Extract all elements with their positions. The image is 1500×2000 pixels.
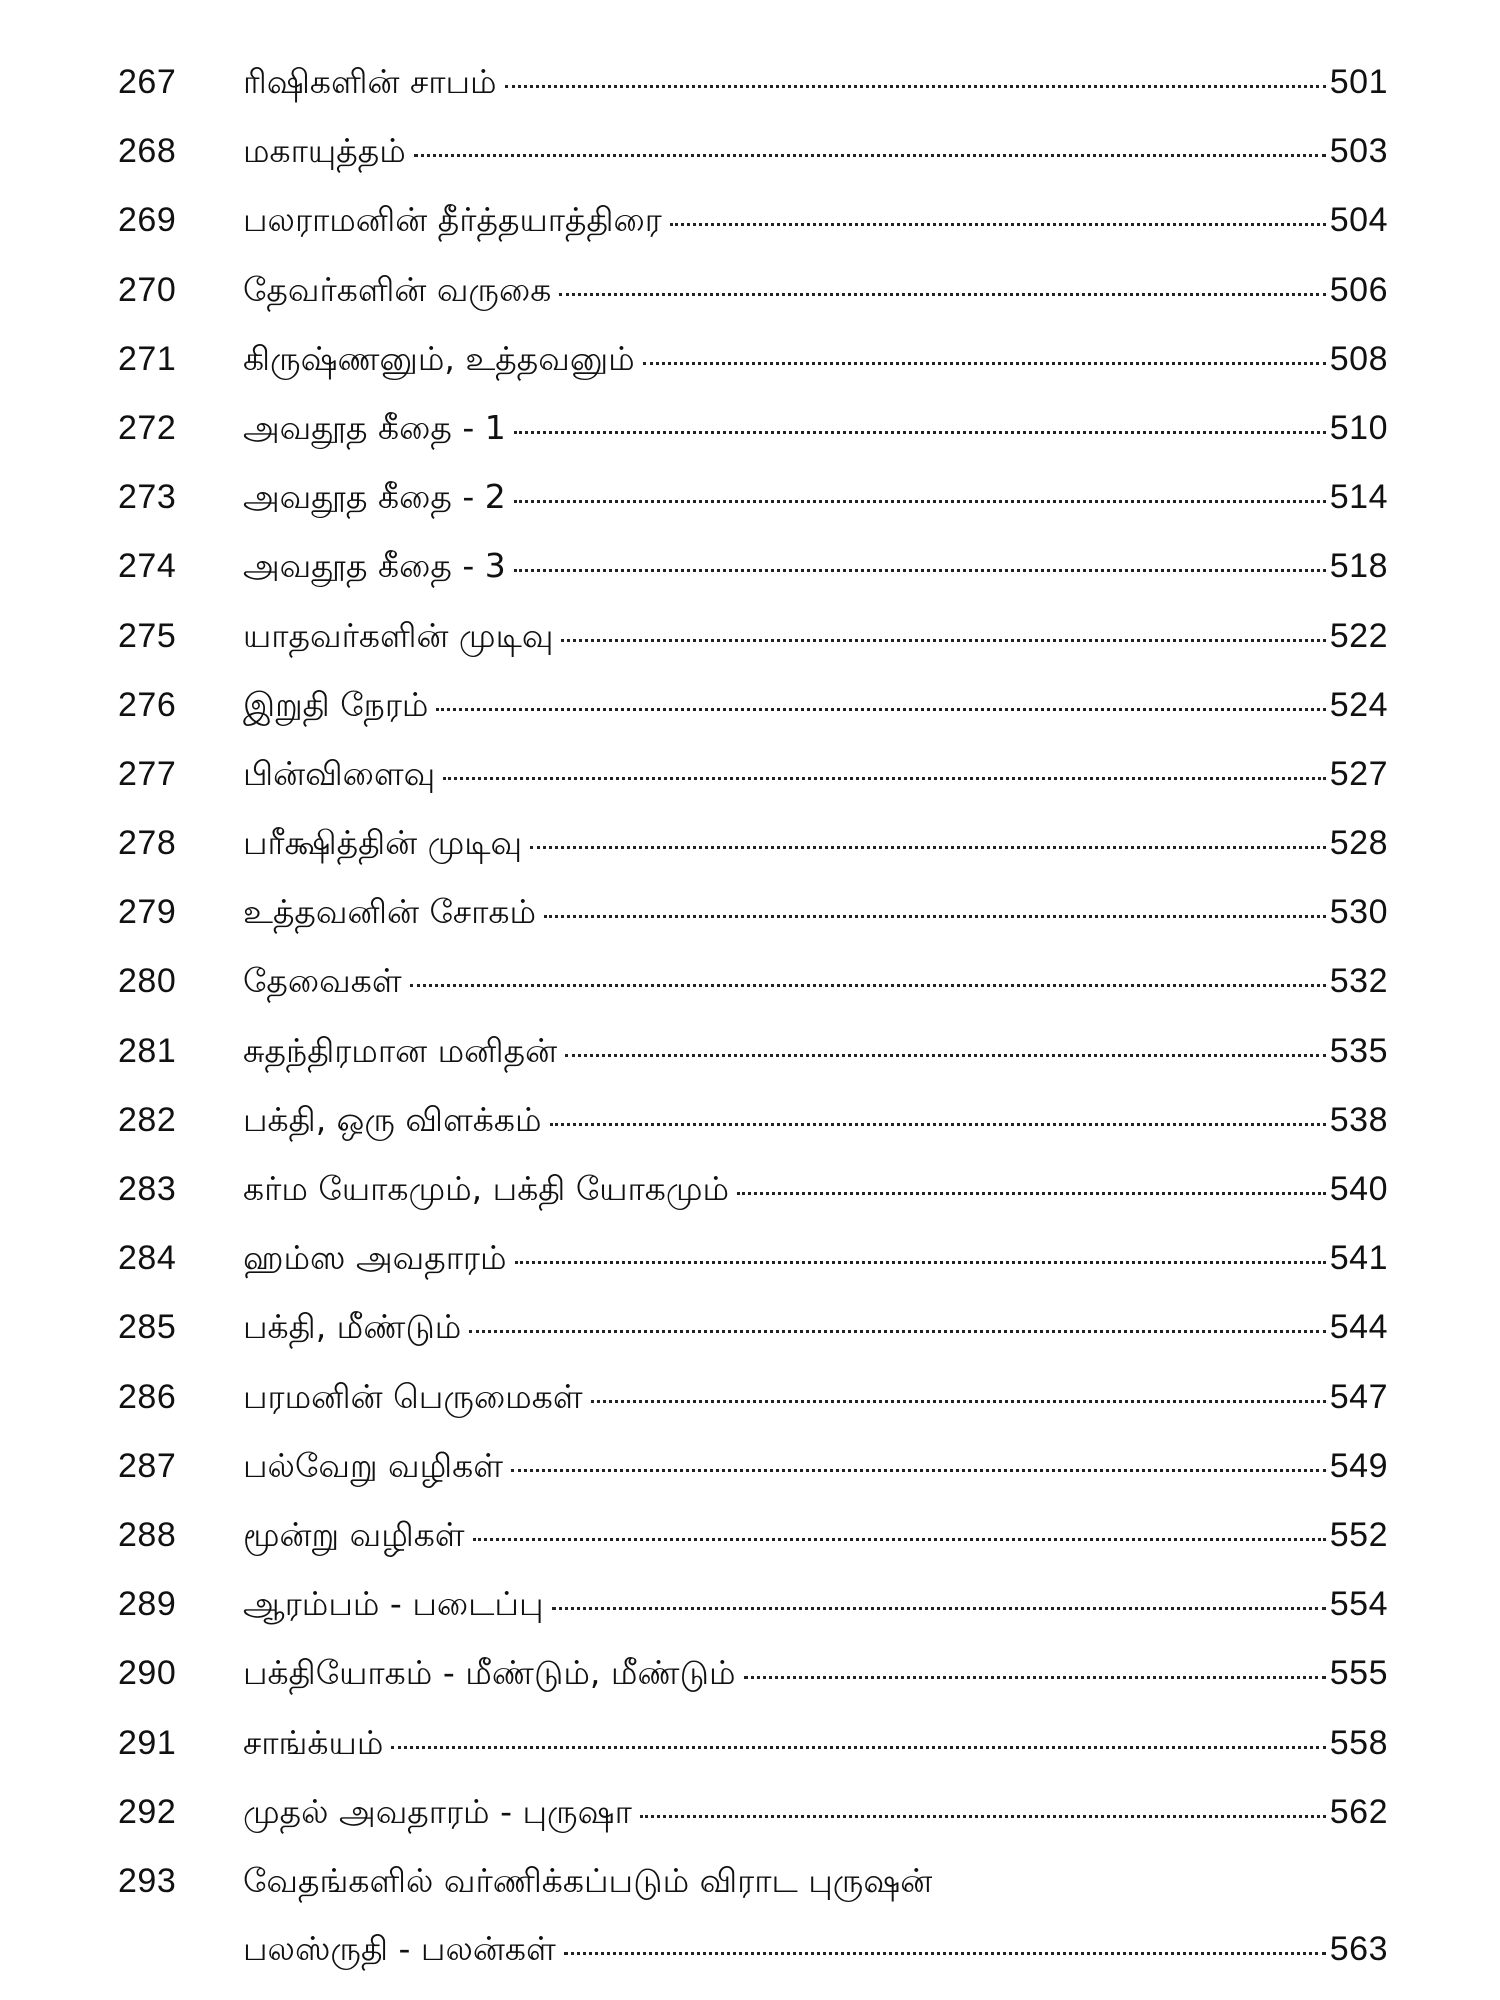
- entry-page-number: 504: [1329, 201, 1388, 240]
- entry-title: இறுதி நேரம்: [243, 684, 429, 724]
- toc-entry: [118, 1169, 1388, 1238]
- entry-title: சுதந்திரமான மனிதன்: [243, 1030, 558, 1070]
- dot-leader: [514, 500, 1326, 503]
- entry-title: பலராமனின் தீர்த்தயாத்திரை: [243, 200, 662, 240]
- toc-entry: [118, 477, 1388, 546]
- entry-number: 280: [118, 962, 177, 1001]
- entry-page-number: 510: [1329, 408, 1388, 447]
- entry-title: அவதூத கீதை - 1: [243, 407, 506, 447]
- dot-leader: [469, 1330, 1325, 1333]
- entry-number: 293: [118, 1861, 177, 1900]
- dot-leader: [564, 1952, 1326, 1955]
- toc-entry: [118, 408, 1388, 477]
- entry-title: உத்தவனின் சோகம்: [243, 892, 537, 932]
- toc-entry: [118, 1377, 1388, 1446]
- entry-title: மூன்று வழிகள்: [243, 1514, 465, 1554]
- entry-page-number: 562: [1329, 1792, 1388, 1831]
- toc-entry: [118, 1792, 1388, 1861]
- entry-number: 282: [118, 1100, 177, 1139]
- toc-entry: [118, 1031, 1388, 1100]
- entry-page-number: 501: [1329, 63, 1388, 101]
- entry-number: 268: [118, 132, 177, 171]
- dot-leader: [414, 154, 1326, 157]
- dot-leader: [410, 984, 1326, 987]
- entry-title: தேவைகள்: [243, 961, 402, 1001]
- dot-leader: [436, 708, 1325, 711]
- entry-page-number: 514: [1329, 478, 1388, 517]
- toc-entry: [118, 131, 1388, 200]
- toc-entry: [118, 62, 1388, 131]
- entry-page-number: 549: [1329, 1446, 1388, 1485]
- entry-page-number: 563: [1329, 1929, 1388, 1968]
- entry-title: அவதூத கீதை - 2: [243, 477, 506, 517]
- dot-leader: [514, 569, 1326, 572]
- toc-entry: [118, 1861, 1388, 1993]
- entry-page-number: 527: [1329, 754, 1388, 793]
- entry-title: வேதங்களில் வர்ணிக்கப்படும் விராட புருஷன்: [243, 1860, 933, 1900]
- entry-title: தேவர்களின் வருகை: [243, 269, 552, 309]
- entry-page-number: 508: [1329, 339, 1388, 378]
- dot-leader: [514, 431, 1326, 434]
- dot-leader: [443, 777, 1326, 780]
- entry-page-number: 535: [1329, 1031, 1388, 1070]
- entry-page-number: 518: [1329, 547, 1388, 586]
- entry-page-number: 552: [1329, 1515, 1388, 1554]
- toc-entry: [118, 546, 1388, 615]
- toc-entry: [118, 892, 1388, 961]
- entry-number: 281: [118, 1031, 177, 1070]
- entry-number: 275: [118, 616, 177, 655]
- dot-leader: [530, 846, 1326, 849]
- toc-entry: [118, 1584, 1388, 1653]
- toc-entry: [118, 339, 1388, 408]
- entry-number: 270: [118, 270, 177, 309]
- toc-entry: [118, 754, 1388, 823]
- entry-page-number: 541: [1329, 1239, 1388, 1278]
- table-of-contents: [118, 62, 1388, 1993]
- entry-page-number: 555: [1329, 1654, 1388, 1693]
- entry-title: முதல் அவதாரம் - புருஷா: [243, 1791, 632, 1831]
- toc-entry: [118, 1653, 1388, 1722]
- toc-entry: [118, 685, 1388, 754]
- entry-title: அவதூத கீதை - 3: [243, 546, 506, 586]
- entry-title: ஹம்ஸ அவதாரம்: [243, 1238, 507, 1278]
- entry-page-number: 503: [1329, 132, 1388, 171]
- entry-page-number: 554: [1329, 1585, 1388, 1624]
- entry-number: 277: [118, 754, 177, 793]
- entry-title-continued: பலஸ்ருதி - பலன்கள்: [243, 1928, 556, 1968]
- dot-leader: [391, 1746, 1325, 1749]
- entry-title: மகாயுத்தம்: [243, 131, 406, 171]
- toc-entry: [118, 1515, 1388, 1584]
- entry-page-number: 522: [1329, 616, 1388, 655]
- toc-entry: [118, 1307, 1388, 1376]
- toc-entry: [118, 200, 1388, 269]
- toc-entry: [118, 270, 1388, 339]
- entry-page-number: 538: [1329, 1100, 1388, 1139]
- dot-leader: [565, 1054, 1326, 1057]
- toc-entry: [118, 1100, 1388, 1169]
- entry-number: 279: [118, 893, 177, 932]
- entry-number: 271: [118, 339, 177, 378]
- entry-title: பரமனின் பெருமைகள்: [243, 1376, 583, 1416]
- entry-number: 290: [118, 1654, 177, 1693]
- entry-number: 267: [118, 63, 177, 101]
- entry-number: 287: [118, 1446, 177, 1485]
- dot-leader: [511, 1469, 1326, 1472]
- entry-number: 283: [118, 1170, 177, 1208]
- entry-number: 286: [118, 1377, 177, 1416]
- entry-page-number: 532: [1329, 962, 1388, 1001]
- entry-page-number: 540: [1329, 1170, 1388, 1208]
- entry-page-number: 524: [1329, 685, 1388, 724]
- dot-leader: [505, 85, 1326, 88]
- dot-leader: [591, 1400, 1326, 1403]
- entry-number: 273: [118, 478, 177, 517]
- entry-number: 292: [118, 1792, 177, 1831]
- entry-page-number: 544: [1329, 1308, 1388, 1347]
- entry-number: 269: [118, 201, 177, 240]
- dot-leader: [640, 1815, 1326, 1818]
- entry-page-number: 558: [1329, 1723, 1388, 1762]
- entry-title: பின்விளைவு: [243, 753, 436, 793]
- entry-number: 274: [118, 547, 177, 586]
- dot-leader: [544, 915, 1326, 918]
- dot-leader: [744, 1676, 1326, 1679]
- dot-leader: [515, 1261, 1326, 1264]
- entry-number: 285: [118, 1308, 177, 1347]
- entry-page-number: 528: [1329, 824, 1388, 863]
- dot-leader: [670, 223, 1326, 226]
- dot-leader: [473, 1538, 1326, 1541]
- entry-number: 278: [118, 824, 177, 863]
- entry-title: பக்தியோகம் - மீண்டும், மீண்டும்: [243, 1653, 736, 1693]
- dot-leader: [552, 1607, 1326, 1610]
- entry-title: பக்தி, ஒரு விளக்கம்: [243, 1099, 542, 1139]
- toc-entry: [118, 961, 1388, 1030]
- entry-number: 276: [118, 685, 177, 724]
- entry-title: ரிஷிகளின் சாபம்: [243, 62, 497, 101]
- dot-leader: [559, 293, 1325, 296]
- entry-number: 272: [118, 408, 177, 447]
- entry-title: பரீக்ஷித்தின் முடிவு: [243, 823, 523, 863]
- dot-leader: [561, 639, 1325, 642]
- toc-entry: [118, 1446, 1388, 1515]
- entry-title: பல்வேறு வழிகள்: [243, 1445, 503, 1485]
- entry-page-number: 530: [1329, 893, 1388, 932]
- toc-entry: [118, 1723, 1388, 1792]
- entry-title: கர்ம யோகமும், பக்தி யோகமும்: [243, 1169, 730, 1208]
- toc-entry: [118, 1238, 1388, 1307]
- entry-number: 284: [118, 1239, 177, 1278]
- dot-leader: [550, 1123, 1326, 1126]
- entry-page-number: 506: [1329, 270, 1388, 309]
- entry-title: ஆரம்பம் - படைப்பு: [243, 1584, 544, 1624]
- dot-leader: [643, 362, 1326, 365]
- entry-number: 289: [118, 1585, 177, 1624]
- entry-page-number: 547: [1329, 1377, 1388, 1416]
- entry-title: யாதவர்களின் முடிவு: [243, 615, 554, 655]
- dot-leader: [737, 1192, 1326, 1195]
- entry-number: 291: [118, 1723, 177, 1762]
- entry-number: 288: [118, 1515, 177, 1554]
- entry-title: பக்தி, மீண்டும்: [243, 1307, 462, 1347]
- toc-entry: [118, 823, 1388, 892]
- toc-entry: [118, 616, 1388, 685]
- entry-title: கிருஷ்ணனும், உத்தவனும்: [243, 338, 635, 378]
- entry-title: சாங்க்யம்: [243, 1722, 384, 1762]
